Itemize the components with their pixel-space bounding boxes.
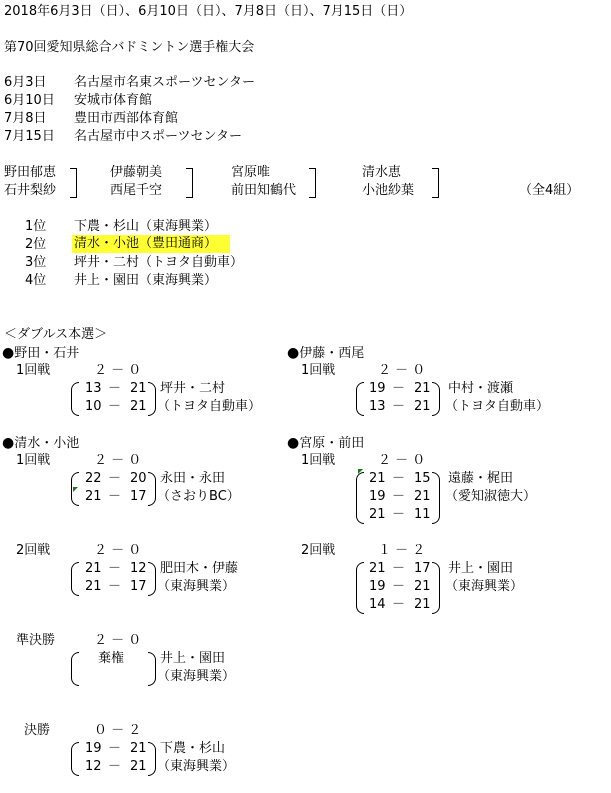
team-heading <box>287 344 364 363</box>
score-bracket-right <box>148 652 156 686</box>
game-score-b: 21 <box>414 579 431 594</box>
score-dash: － <box>108 561 122 576</box>
game-score-a: 19 <box>369 381 386 396</box>
score-bracket-right <box>148 472 156 506</box>
pair-player: 小池紗葉 <box>362 183 415 198</box>
round-label: 1回戦 <box>301 363 336 378</box>
team-heading <box>2 434 79 453</box>
game-score-a: 13 <box>85 381 102 396</box>
bullet-icon: ● <box>287 345 300 361</box>
venue-place: 名古屋市中スポーツセンター <box>74 129 242 144</box>
score-bracket-right <box>432 472 440 524</box>
team-heading <box>2 344 79 363</box>
team-name: 清水・小池 <box>14 436 80 451</box>
team-heading <box>287 434 364 453</box>
opponent-affiliation: （さおりBC） <box>157 489 240 504</box>
dates-line: 2018年6月3日（日）、6月10日（日）、7月8日（日）、7月15日（日） <box>4 4 413 19</box>
venue-place: 名古屋市名東スポーツセンター <box>74 75 255 90</box>
match-result: ２ － ０ <box>94 633 142 648</box>
cell-comment-marker <box>358 469 363 474</box>
venue-date: 6月10日 <box>4 93 55 108</box>
game-score-b: 21 <box>130 759 147 774</box>
venue-date: 7月15日 <box>4 129 55 144</box>
pair-player: 清水恵 <box>362 165 402 180</box>
pair-player: 宮原唯 <box>231 165 271 180</box>
opponent-name: 坪井・二村 <box>160 381 226 396</box>
game-score-b: 12 <box>130 561 147 576</box>
game-score-b: 21 <box>414 381 431 396</box>
opponent-affiliation: （東海興業） <box>157 759 236 774</box>
game-score-b: 21 <box>414 597 431 612</box>
opponent-affiliation: （東海興業） <box>157 579 236 594</box>
score-bracket-right <box>148 382 156 416</box>
game-score-b: 21 <box>130 741 147 756</box>
opponent-name: 下農・杉山 <box>160 741 226 756</box>
opponent-affiliation: （トヨタ自動車） <box>157 399 262 414</box>
pair-player: 伊藤朝美 <box>110 165 163 180</box>
tournament-title: 第70回愛知県総合バドミントン選手権大会 <box>4 40 255 55</box>
game-score-a: 19 <box>85 741 102 756</box>
score-bracket-left <box>71 382 79 416</box>
pair-bracket <box>309 168 316 198</box>
score-bracket-right <box>432 562 440 614</box>
withdrawal-note: 棄権 <box>98 651 125 666</box>
venue-date: 7月8日 <box>4 111 47 126</box>
game-score-a: 21 <box>85 489 102 504</box>
game-score-a: 19 <box>369 489 386 504</box>
opponent-affiliation: （愛知淑徳大） <box>445 489 537 504</box>
game-score-b: 21 <box>130 381 147 396</box>
score-dash: － <box>108 399 122 414</box>
score-bracket-left <box>71 652 79 686</box>
match-result: ０ － ２ <box>94 723 142 738</box>
score-bracket-left <box>71 562 79 596</box>
team-name: 伊藤・西尾 <box>299 346 365 361</box>
game-score-b: 21 <box>130 399 147 414</box>
team-name: 野田・石井 <box>14 346 80 361</box>
score-dash: － <box>392 597 406 612</box>
game-score-b: 17 <box>130 489 147 504</box>
game-score-b: 20 <box>130 471 147 486</box>
opponent-name: 肥田木・伊藤 <box>160 561 239 576</box>
match-result: ２ － ０ <box>94 363 142 378</box>
venue-place: 豊田市西部体育館 <box>74 111 179 126</box>
opponent-affiliation: （トヨタ自動車） <box>445 399 550 414</box>
score-dash: － <box>392 507 406 522</box>
rank-label: 1位 <box>25 219 47 234</box>
score-bracket-right <box>148 562 156 596</box>
round-label: 準決勝 <box>16 633 56 648</box>
rank-team: 井上・園田（東海興業） <box>74 273 218 288</box>
score-bracket-left <box>356 472 364 524</box>
score-dash: － <box>392 561 406 576</box>
group-count: （全4組） <box>519 183 580 198</box>
pair-bracket <box>186 168 193 198</box>
opponent-name: 井上・園田 <box>160 651 226 666</box>
rank-team-highlighted: 清水・小池（豊田通商） <box>72 235 230 253</box>
score-dash: － <box>108 489 122 504</box>
rank-label: 2位 <box>25 237 47 252</box>
game-score-a: 13 <box>369 399 386 414</box>
round-label: 2回戦 <box>16 543 51 558</box>
rank-label: 3位 <box>25 255 47 270</box>
venue-date: 6月3日 <box>4 75 47 90</box>
game-score-b: 17 <box>130 579 147 594</box>
match-result: １ － ２ <box>378 543 426 558</box>
game-score-a: 21 <box>85 561 102 576</box>
game-score-b: 15 <box>414 471 431 486</box>
bullet-icon: ● <box>287 435 300 451</box>
game-score-b: 21 <box>414 489 431 504</box>
opponent-name: 永田・永田 <box>160 471 226 486</box>
game-score-a: 14 <box>369 597 386 612</box>
venue-place: 安城市体育館 <box>74 93 153 108</box>
round-label: 決勝 <box>24 723 51 738</box>
match-result: ２ － ０ <box>378 453 426 468</box>
game-score-a: 21 <box>369 561 386 576</box>
pair-player: 前田知鶴代 <box>231 183 297 198</box>
score-bracket-right <box>432 382 440 416</box>
opponent-affiliation: （東海興業） <box>445 579 524 594</box>
pair-player: 西尾千空 <box>110 183 163 198</box>
score-bracket-left <box>356 382 364 416</box>
round-label: 1回戦 <box>301 453 336 468</box>
opponent-name: 遠藤・梶田 <box>448 471 514 486</box>
opponent-name: 中村・渡瀬 <box>448 381 514 396</box>
section-title: ＜ダブルス本選＞ <box>4 327 108 342</box>
cell-comment-marker <box>73 487 78 492</box>
score-dash: － <box>392 399 406 414</box>
opponent-affiliation: （東海興業） <box>157 669 236 684</box>
score-dash: － <box>108 579 122 594</box>
rank-team: 下農・杉山（東海興業） <box>74 219 218 234</box>
game-score-a: 19 <box>369 579 386 594</box>
rank-label: 4位 <box>25 273 47 288</box>
bullet-icon: ● <box>2 345 15 361</box>
score-dash: － <box>108 741 122 756</box>
game-score-a: 10 <box>85 399 102 414</box>
match-result: ２ － ０ <box>94 453 142 468</box>
game-score-b: 17 <box>414 561 431 576</box>
round-label: 1回戦 <box>16 453 51 468</box>
rank-team: 坪井・二村（トヨタ自動車） <box>74 255 244 270</box>
score-dash: － <box>108 471 122 486</box>
score-dash: － <box>392 381 406 396</box>
pair-bracket <box>432 168 439 198</box>
opponent-name: 井上・園田 <box>448 561 514 576</box>
score-dash: － <box>108 381 122 396</box>
bullet-icon: ● <box>2 435 15 451</box>
match-result: ２ － ０ <box>378 363 426 378</box>
pair-player: 野田郁恵 <box>4 165 57 180</box>
score-dash: － <box>108 759 122 774</box>
game-score-a: 21 <box>85 579 102 594</box>
score-dash: － <box>392 579 406 594</box>
match-result: ２ － ０ <box>94 543 142 558</box>
game-score-b: 11 <box>414 507 431 522</box>
round-label: 1回戦 <box>16 363 51 378</box>
game-score-a: 21 <box>369 507 386 522</box>
score-dash: － <box>392 489 406 504</box>
score-dash: － <box>392 471 406 486</box>
game-score-a: 12 <box>85 759 102 774</box>
round-label: 2回戦 <box>301 543 336 558</box>
team-name: 宮原・前田 <box>299 436 365 451</box>
score-bracket-left <box>356 562 364 614</box>
score-bracket-right <box>148 742 156 776</box>
game-score-a: 22 <box>85 471 102 486</box>
score-bracket-left <box>71 742 79 776</box>
pair-player: 石井梨紗 <box>4 183 57 198</box>
game-score-b: 21 <box>414 399 431 414</box>
game-score-a: 21 <box>369 471 386 486</box>
pair-bracket <box>70 168 77 198</box>
